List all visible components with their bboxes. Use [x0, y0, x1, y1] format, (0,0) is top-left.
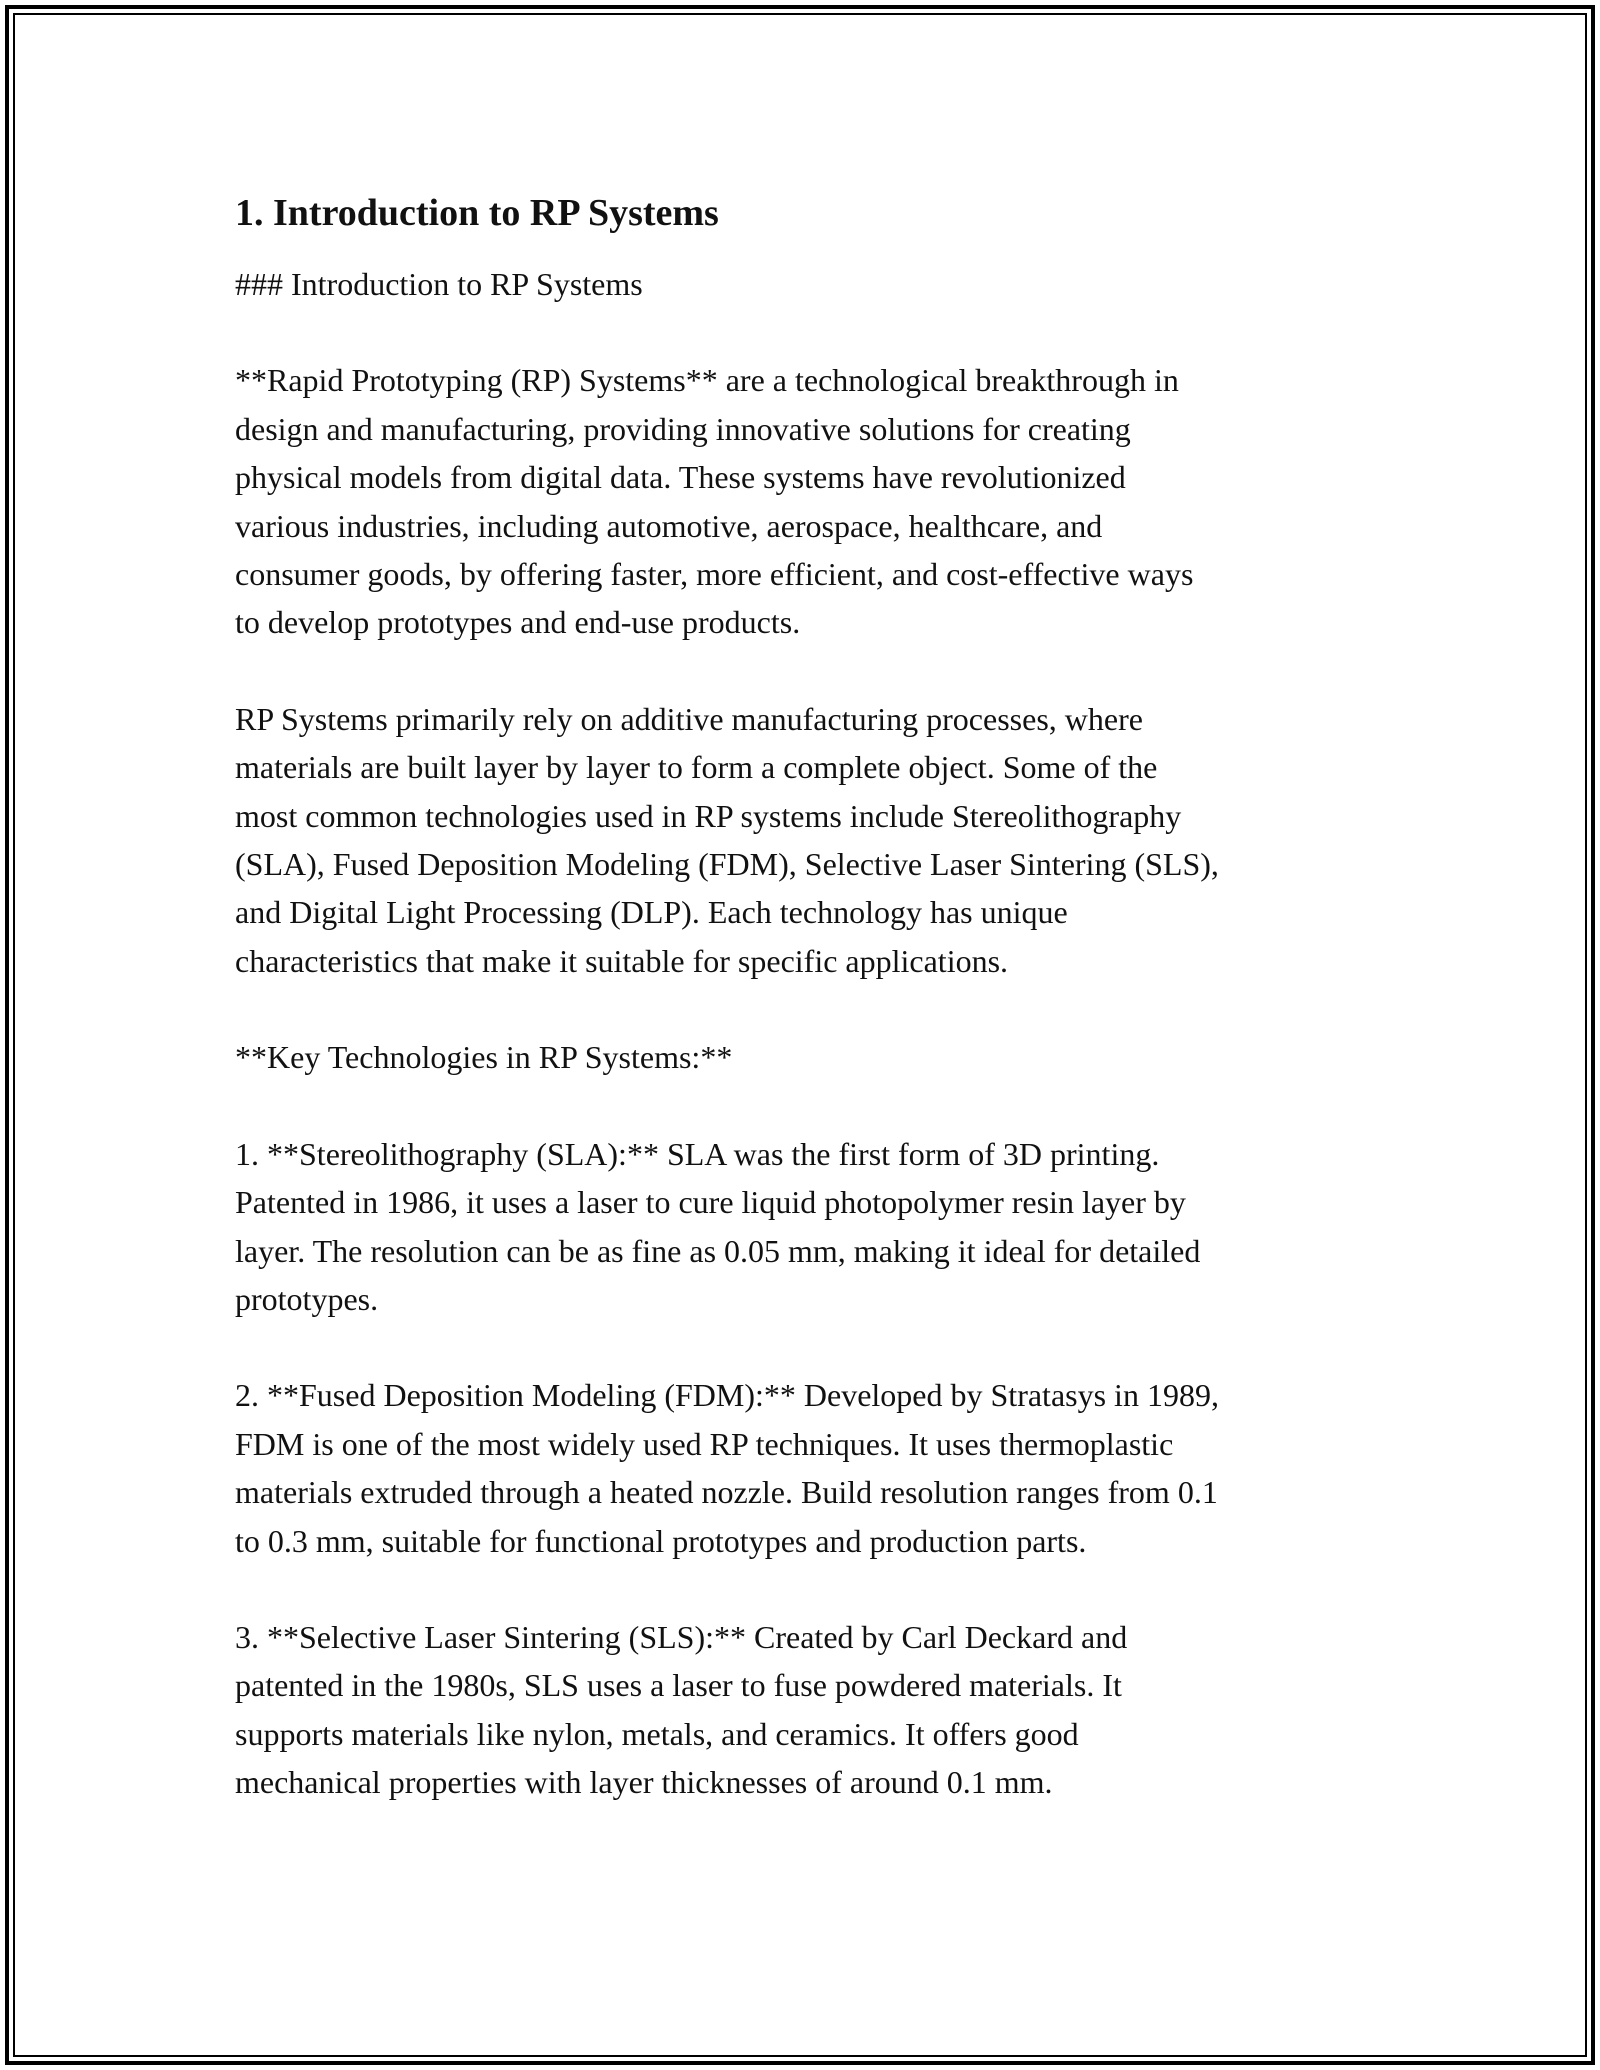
paragraph-rp-overview: **Rapid Prototyping (RP) Systems** are a technological breakthrough in design and manufacturing, providing innovative solutions for creating physical models from digital data. These systems have revolutionized various industries, including automotive, aerospace, healthcare, and consumer goods, by offering faster, more efficient, and cost-effective ways to develop prototypes and end-use products. [235, 362, 1194, 641]
document-body [235, 186, 1370, 1855]
list-item-sla: 1. **Stereolithography (SLA):** SLA was the first form of 3D printing. Patented in 1986, it uses a laser to cure liquid photopolymer resin layer by layer. The resolution can be as fine as 0.05 mm, making it ideal for detailed prototypes. [235, 1135, 1201, 1317]
list-item-sls: 3. **Selective Laser Sintering (SLS):** Created by Carl Deckard and patented in the 1980s, SLS uses a laser to fuse powdered materials. It supports materials like nylon, metals, and ceramics. It offers good mechanical properties with layer thicknesses of around 0.1 mm. [235, 1618, 1128, 1801]
section-heading: 1. Introduction to RP Systems [235, 192, 719, 234]
paragraph-key-technologies-label: **Key Technologies in RP Systems:** [235, 1039, 733, 1076]
list-item-fdm: 2. **Fused Deposition Modeling (FDM):** Developed by Stratasys in 1989, FDM is one of the most widely used RP techniques. It uses thermoplastic materials extruded through a heated nozzle. Build resolution ranges from 0.1 to 0.3 mm, suitable for functional prototypes and production parts. [235, 1377, 1219, 1559]
markdown-subheading: ### Introduction to RP Systems [235, 266, 643, 302]
paragraph-additive-processes: RP Systems primarily rely on additive manufacturing processes, where materials are built layer by layer to form a complete object. Some of the most common technologies used in RP systems include Stereolithography (SLA), Fused Deposition Modeling (FDM), Selective Laser Sintering (SLS), and Digital Light Processing (DLP). Each technology has unique characteristics that make it suitable for specific applications. [235, 700, 1219, 979]
